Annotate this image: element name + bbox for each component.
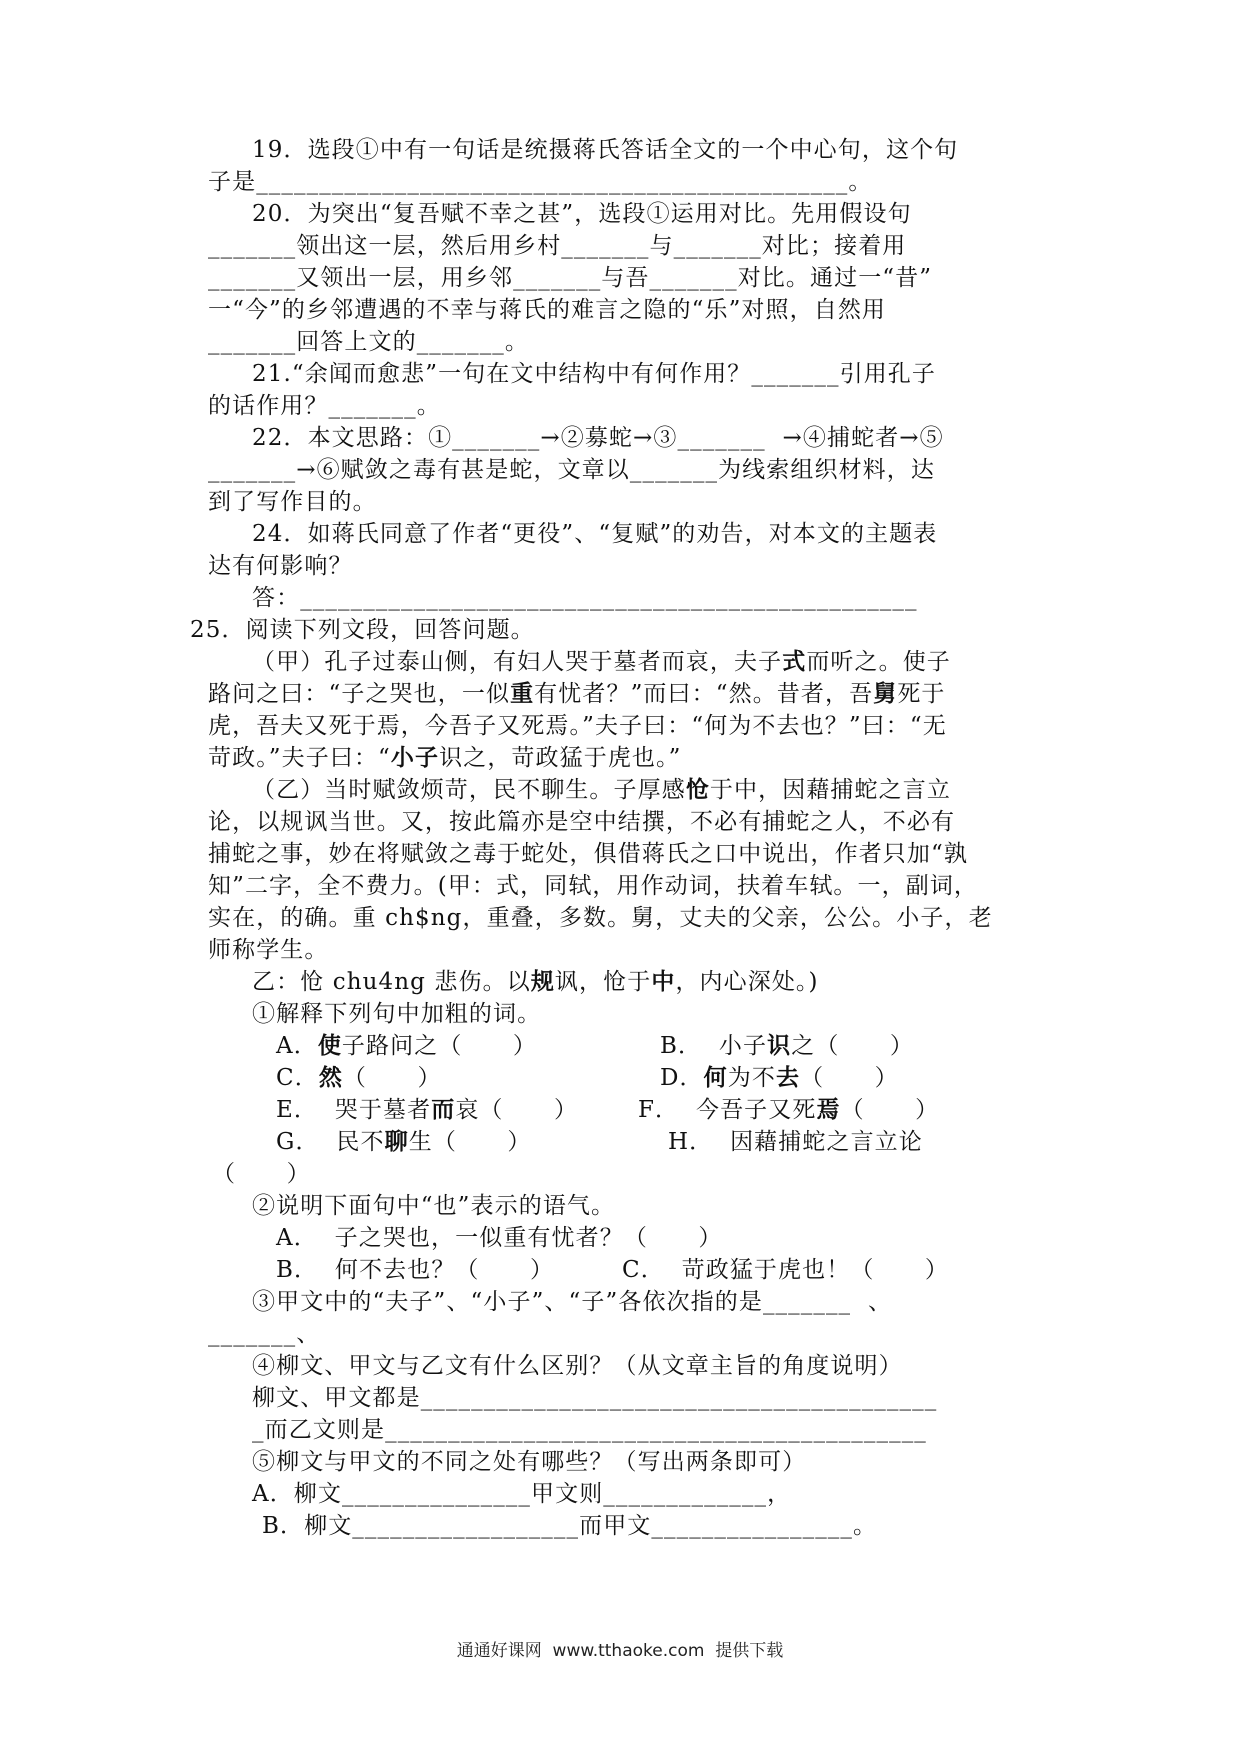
q22-line-2: _______→⑥赋敛之毒有甚是蛇，文章以_______为线索组织材料，达	[208, 457, 935, 483]
q25-note-line: 乙：怆 chu4ng 悲伤。以规讽，怆于中，内心深处。)	[252, 968, 819, 995]
q21-line-2: 的话作用？_______。	[208, 393, 441, 419]
sub2-option-b: B． 何不去也？（ ）	[276, 1257, 555, 1283]
bold-word: 焉	[816, 1096, 841, 1123]
bold-word: 舅	[873, 680, 898, 707]
q24-line-2: 达有何影响？	[208, 553, 353, 579]
sub4-title: ④柳文、甲文与乙文有什么区别？（从文章主旨的角度说明）	[252, 1353, 903, 1379]
q25-jia-line-2: 路问之曰：“子之哭也，一似重有忧者？”而曰：“然。昔者，吾舅死于	[208, 680, 946, 707]
bold-word: 使	[317, 1032, 342, 1059]
bold-word: 而	[431, 1096, 456, 1123]
q19-line-2: 子是_______________________________________________。	[208, 169, 873, 195]
bold-word: 怆	[685, 776, 710, 803]
sub1-option-f: F． 今吾子又死焉（ ）	[638, 1096, 940, 1123]
bold-word: 何	[703, 1064, 728, 1091]
bold-word: 中	[651, 968, 676, 995]
page-footer: 通通好课网 www.tthaoke.com 提供下载	[456, 1641, 784, 1661]
q20-line-3: _______又领出一层，用乡邻_______与吾_______对比。通过一“昔”	[208, 265, 933, 291]
sub1-option-g: G． 民不聊生（ ）	[276, 1128, 532, 1155]
q20-line-5: _______回答上文的_______。	[208, 329, 529, 355]
q24-answer-line: 答：_________________________________________________	[252, 585, 918, 611]
sub4-line-2: _而乙文则是___________________________________________	[252, 1417, 927, 1443]
sub1-option-a: A．使子路问之（ ）	[276, 1032, 537, 1059]
q24-line-1: 24．如蒋氏同意了作者“更役”、“复赋”的劝告，对本文的主题表	[252, 521, 938, 547]
bold-word: 聊	[384, 1128, 409, 1155]
bold-word: 规	[530, 968, 555, 995]
bold-word: 去	[775, 1064, 801, 1091]
sub5-title: ⑤柳文与甲文的不同之处有哪些？（写出两条即可）	[252, 1449, 807, 1475]
sub5-option-b: B．柳文__________________而甲文________________。	[262, 1513, 878, 1539]
q20-line-2: _______领出这一层，然后用乡村_______与_______对比；接着用	[208, 233, 907, 259]
q25-yi-line-3: 捕蛇之事，妙在将赋敛之毒于蛇处，俱借蒋氏之口中说出，作者只加“孰	[208, 841, 968, 867]
bold-word: 识	[767, 1032, 792, 1059]
q20-line-1: 20．为突出“复吾赋不幸之甚”，选段①运用对比。先用假设句	[252, 201, 912, 227]
bold-word: 然	[318, 1064, 343, 1091]
q22-line-3: 到了写作目的。	[208, 489, 377, 515]
q21-line-1: 21.“余闻而愈悲”一句在文中结构中有何作用？_______引用孔子	[252, 361, 936, 387]
sub1-title: ①解释下列句中加粗的词。	[252, 1001, 542, 1027]
q25-yi-line-5: 实在，的确。重 ch$ng，重叠，多数。舅，丈夫的父亲，公公。小子，老	[208, 905, 993, 931]
q22-line-1: 22．本文思路：①_______→②募蛇→③_______ →④捕蛇者→⑤	[252, 425, 944, 451]
q25-jia-line-1: （甲）孔子过泰山侧，有妇人哭于墓者而哀，夫子式而听之。使子	[252, 648, 951, 675]
bold-word: 小子	[390, 744, 440, 771]
sub3-line-2: _______、	[208, 1321, 321, 1347]
sub2-option-a: A． 子之哭也，一似重有忧者？（ ）	[276, 1225, 723, 1251]
sub5-option-a: A．柳文_______________甲文则_____________，	[252, 1481, 792, 1507]
sub2-option-c: C． 苛政猛于虎也！（ ）	[622, 1257, 949, 1283]
q25-jia-line-4: 苛政。”夫子曰：“小子识之，苛政猛于虎也。”	[208, 744, 682, 771]
bold-word: 式	[782, 648, 807, 675]
q25-yi-line-1: （乙）当时赋敛烦苛，民不聊生。子厚感怆于中，因藉捕蛇之言立	[252, 776, 951, 803]
sub1-option-e: E． 哭于墓者而哀（ ）	[276, 1096, 579, 1123]
q25-title: 25．阅读下列文段，回答问题。	[190, 617, 535, 643]
sub1-option-h-bracket: （ ）	[212, 1161, 311, 1187]
sub1-option-d: D．何为不去（ ）	[660, 1064, 899, 1091]
bold-word: 重	[510, 680, 535, 707]
q25-yi-line-2: 论，以规讽当世。又，按此篇亦是空中结撰，不必有捕蛇之人，不必有	[208, 809, 956, 835]
sub1-option-c: C．然（ ）	[276, 1064, 442, 1091]
sub2-title: ②说明下面句中“也”表示的语气。	[252, 1193, 616, 1219]
q25-yi-line-6: 师称学生。	[208, 937, 329, 963]
q19-line-1: 19．选段①中有一句话是统摄蒋氏答话全文的一个中心句，这个句	[252, 137, 959, 163]
sub3-line-1: ③甲文中的“夫子”、“小子”、“子”各依次指的是_______ 、	[252, 1289, 893, 1315]
sub1-option-h: H． 因藉捕蛇之言立论	[668, 1129, 923, 1155]
q25-yi-line-4: 知”二字，全不费力。(甲：式，同轼，用作动词，扶着车轼。一，副词，	[208, 873, 979, 899]
q25-jia-line-3: 虎，吾夫又死于焉，今吾子又死焉。”夫子曰：“何为不去也？”曰：“无	[208, 713, 947, 739]
sub1-option-b: B． 小子识之（ ）	[660, 1032, 915, 1059]
sub4-line-1: 柳文、甲文都是_________________________________________	[252, 1385, 938, 1411]
q20-line-4: 一“今”的乡邻遭遇的不幸与蒋氏的难言之隐的“乐”对照，自然用	[208, 297, 887, 323]
